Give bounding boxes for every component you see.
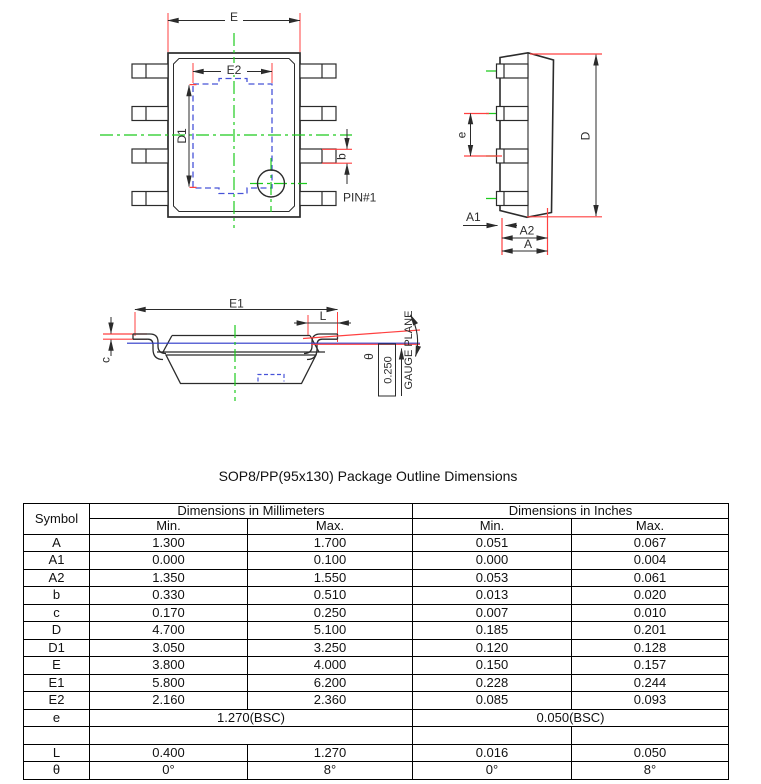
col-header-in-max: Max. [572,519,729,534]
dim-label-E: E [229,10,239,24]
cell-mm-bsc: 1.270(BSC) [90,709,413,727]
cell-mm-max: 3.250 [248,639,413,657]
col-header-mm-min: Min. [90,519,248,534]
cell-in-min-empty [413,727,572,745]
cell-mm-max: 4.000 [248,657,413,675]
pin1-label: PIN#1 [343,190,377,205]
cell-mm-max: 1.270 [248,744,413,762]
cell-in-max: 0.020 [572,587,729,605]
cell-symbol: D [24,622,90,640]
cell-symbol: E [24,657,90,675]
pad-notch-outline [258,375,284,382]
table-row [24,692,729,710]
table-row [24,657,729,675]
table-row-e [24,709,729,727]
table-header-row [24,504,729,519]
cell-mm-max: 0.100 [248,552,413,570]
table-row [24,639,729,657]
cell-mm-max: 2.360 [248,692,413,710]
cell-symbol: e [24,709,90,727]
cell-in-max-empty [572,727,729,745]
table-row [24,762,729,780]
table-row [24,587,729,605]
col-header-mm: Dimensions in Millimeters [90,504,413,519]
cell-in-min: 0.013 [413,587,572,605]
dim-label-theta: θ [362,353,376,360]
cell-in-min: 0.150 [413,657,572,675]
cell-symbol-empty [24,727,90,745]
table-row [24,552,729,570]
dim-label-e: e [454,131,469,139]
table-row [24,674,729,692]
cell-in-min: 0.085 [413,692,572,710]
cell-mm-min: 5.800 [90,674,248,692]
table-row [24,622,729,640]
dim-label-c: c [98,357,113,363]
cell-in-bsc: 0.050(BSC) [413,709,729,727]
cell-mm-max: 1.700 [248,534,413,552]
cell-mm-max: 1.550 [248,569,413,587]
col-header-symbol: Symbol [24,504,90,535]
cell-mm-min: 2.160 [90,692,248,710]
dim-label-A: A [523,237,533,251]
cell-in-max: 0.061 [572,569,729,587]
cell-in-max: 0.010 [572,604,729,622]
cell-in-max: 0.067 [572,534,729,552]
dim-label-A1: A1 [466,210,481,224]
cell-mm-min: 1.300 [90,534,248,552]
cell-in-max: 0.201 [572,622,729,640]
dim-c [99,317,148,363]
cell-in-max: 0.004 [572,552,729,570]
cell-mm-min: 0.000 [90,552,248,570]
cell-in-min: 0.016 [413,744,572,762]
cell-symbol: A1 [24,552,90,570]
table-row [24,534,729,552]
cell-symbol: A [24,534,90,552]
gauge-plane-value: 0.250 [382,356,395,384]
cell-mm-min: 1.350 [90,569,248,587]
dim-label-L: L [319,309,327,323]
cell-in-max: 0.050 [572,744,729,762]
cell-in-max: 0.244 [572,674,729,692]
cell-in-min: 0.051 [413,534,572,552]
cell-mm-min: 0.330 [90,587,248,605]
cell-mm-max: 0.510 [248,587,413,605]
cell-symbol: D1 [24,639,90,657]
dim-label-E1: E1 [229,296,244,311]
table-row [24,604,729,622]
table-row [24,744,729,762]
gauge-plane-callout [379,311,416,396]
cell-in-max: 8° [572,762,729,780]
cell-in-max: 0.128 [572,639,729,657]
cell-mm-min: 3.050 [90,639,248,657]
cell-mm-max: 8° [248,762,413,780]
cell-mm-min: 0° [90,762,248,780]
cell-in-max: 0.093 [572,692,729,710]
dim-e [455,114,503,157]
top-view [100,10,377,228]
table-row [24,569,729,587]
dim-label-b: b [334,153,349,160]
cell-mm-min: 0.400 [90,744,248,762]
cell-in-max: 0.157 [572,657,729,675]
cell-mm-max: 0.250 [248,604,413,622]
dim-label-D: D [578,131,593,141]
table-row-spacer [24,727,729,745]
cell-symbol: b [24,587,90,605]
cell-symbol: E1 [24,674,90,692]
cell-symbol: A2 [24,569,90,587]
cell-mm-empty [90,727,413,745]
cell-in-min: 0.000 [413,552,572,570]
dim-label-A2: A2 [519,223,535,238]
col-header-in-min: Min. [413,519,572,534]
cell-mm-max: 6.200 [248,674,413,692]
col-header-inch: Dimensions in Inches [413,504,729,519]
cell-mm-min: 4.700 [90,622,248,640]
page-title: SOP8/PP(95x130) Package Outline Dimensions [218,468,518,484]
gauge-plane-label: GAUGE PLANE [403,310,415,390]
cell-in-min: 0.053 [413,569,572,587]
cell-in-min: 0.007 [413,604,572,622]
dim-label-E2: E2 [226,63,242,77]
table-subheader-row [24,519,729,534]
cell-symbol: θ [24,762,90,780]
cell-mm-min: 0.170 [90,604,248,622]
end-view [455,53,603,255]
dim-L [294,309,351,336]
cell-in-min: 0.228 [413,674,572,692]
cell-symbol: E2 [24,692,90,710]
cell-mm-max: 5.100 [248,622,413,640]
dim-A [502,237,548,251]
col-header-mm-max: Max. [248,519,413,534]
cell-symbol: c [24,604,90,622]
dimensions-table [23,503,729,780]
cell-in-min: 0.120 [413,639,572,657]
cell-in-min: 0° [413,762,572,780]
dim-label-D1: D1 [175,128,189,144]
front-view [99,297,421,402]
cell-in-min: 0.185 [413,622,572,640]
cell-symbol: L [24,744,90,762]
cell-mm-min: 3.800 [90,657,248,675]
